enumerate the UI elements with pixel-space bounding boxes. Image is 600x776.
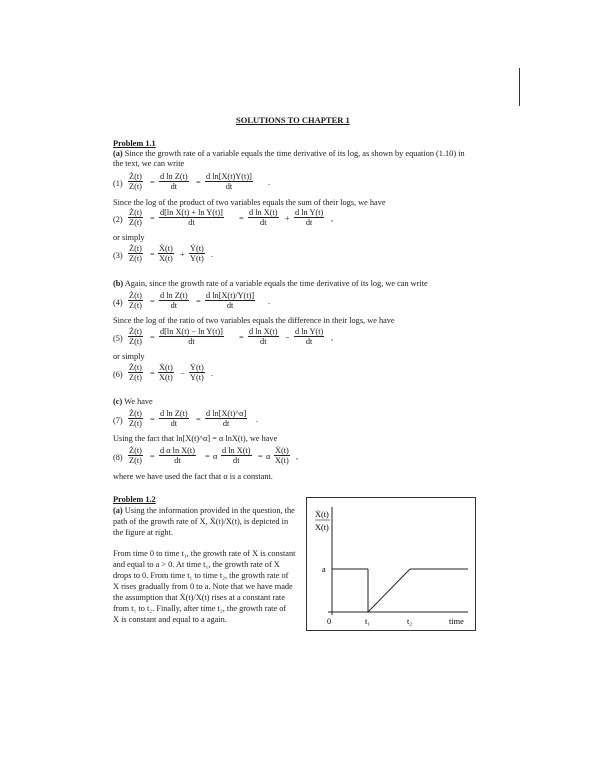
eq5-right-2: $\frac{\text{d ln Y(t)}}{dt}$ — [295, 327, 324, 346]
eq1-lhs: $\frac{Ż(t)}{Z(t)}$ — [129, 172, 142, 191]
part-c-text: We have — [124, 397, 153, 406]
eq8-final: $\frac{\text{Ẋ(t)}}{X(t)}$ — [275, 446, 289, 465]
p12-para2-line-6: from t₁ to t₂. Finally, after time t₂, the growth rate of — [113, 604, 287, 613]
eq7-number: (7) — [113, 416, 123, 425]
eq6-term-x: $\frac{\text{Ẋ(t)}}{X(t)}$ — [159, 363, 173, 382]
eq8-middle: $\frac{\text{d α ln X(t)}}{dt}$ — [160, 446, 195, 465]
eq3-term-y: $\frac{\text{Ẏ(t)}}{Y(t)}$ — [190, 244, 204, 263]
eq2-right-2: $\frac{\text{d ln Y(t)}}{dt}$ — [295, 208, 324, 227]
eq3-term-x: $\frac{\text{Ẋ(t)}}{X(t)}$ — [159, 244, 173, 263]
path-segment-rise — [368, 569, 410, 612]
eq7-middle: $\frac{\text{d ln Z(t)}}{dt}$ — [160, 409, 188, 428]
p12-para2-line-1: From time 0 to time t₁, the growth rate of X is constant — [113, 549, 296, 558]
eq1-right: $\frac{\text{d ln[X(t)Y(t)]}}{dt}$ — [206, 172, 252, 191]
eq4-middle: $\frac{\text{d ln Z(t)}}{dt}$ — [160, 291, 188, 310]
part-c-label: (c) — [113, 397, 123, 406]
figure-y-label-top: Ẋ(t) — [315, 510, 329, 519]
eq8-right: $\frac{\text{d ln X(t)}}{dt}$ — [222, 446, 251, 465]
eq3-number: (3) — [113, 251, 123, 260]
eq1-number: (1) — [113, 179, 123, 188]
eq2-lhs: $\frac{Ż(t)}{Z(t)}$ — [129, 208, 142, 227]
p12-line-1: (a) Using the information provided in the question, the — [113, 506, 295, 515]
eq5-right-1: $\frac{\text{d ln X(t)}}{dt}$ — [249, 327, 278, 346]
eq8-lhs: $\frac{Ż(t)}{Z(t)}$ — [129, 446, 142, 465]
eq6-lhs: $\frac{Ż(t)}{Z(t)}$ — [129, 363, 142, 382]
part-a-intro — [113, 149, 465, 159]
p12-line-3: the figure at right. — [113, 528, 173, 537]
since-sum-text: Since the log of the product of two variables equals the sum of their logs, we have — [113, 198, 386, 207]
page-title: SOLUTIONS TO CHAPTER 1 — [236, 115, 350, 125]
or-simply-2: or simply — [113, 352, 145, 361]
part-b-label: (b) — [113, 279, 124, 288]
eq3-lhs: $\frac{Ż(t)}{Z(t)}$ — [129, 244, 142, 263]
part-a-label: (a) — [113, 149, 123, 158]
eq1-middle: $\frac{\text{d ln Z(t)}}{dt}$ — [160, 172, 188, 191]
part-a-text-1: Since the growth rate of a variable equals the time derivative of its log, as shown by equation (1.10) in — [124, 149, 465, 158]
or-simply-1: or simply — [113, 233, 145, 242]
p12-line-2: path of the growth rate of X, Ẋ(t)/X(t), is depicted in — [113, 517, 289, 526]
figure-x-origin: 0 — [327, 617, 332, 626]
eq4-number: (4) — [113, 298, 123, 307]
eq2-number: (2) — [113, 215, 123, 224]
eq5-middle: $\frac{\text{d[ln X(t) − ln Y(t)]}}{dt}$ — [160, 327, 223, 346]
figure-y-label-bottom: X(t) — [315, 523, 329, 532]
part-b-intro — [113, 279, 428, 289]
eq2-right-1: $\frac{\text{d ln X(t)}}{dt}$ — [249, 208, 278, 227]
p12-para2-line-3: drops to 0. From time t₁ to time t₂, the growth rate of — [113, 571, 289, 580]
p12-para2-line-4: X rises gradually from 0 to a. Note that we have made — [113, 582, 293, 591]
p12-para2-line-2: and equal to a > 0. At time t₁, the growth rate of X — [113, 560, 280, 569]
eq6-term-y: $\frac{\text{Ẏ(t)}}{Y(t)}$ — [190, 363, 204, 382]
eq7-right: $\frac{\text{d ln[X(t)\textasciicircum{}α]}}{dt}$ — [206, 409, 247, 428]
problem-1-1-heading: Problem 1.1 — [113, 139, 156, 148]
using-fact-text: Using the fact that ln[X(t)^α] = α lnX(t), we have — [113, 434, 278, 443]
part-a-text-2: the text, we can write — [113, 159, 185, 168]
figure-level-label: a — [322, 565, 326, 574]
eq5-lhs: $\frac{Ż(t)}{Z(t)}$ — [129, 327, 142, 346]
eq6-number: (6) — [113, 370, 123, 379]
part-c-intro — [113, 397, 153, 407]
p12-para2-line-5: the assumption that Ẋ(t)/X(t) rises at a constant rate — [113, 593, 285, 602]
since-diff-text: Since the log of the ratio of two variables equals the difference in their logs, we have — [113, 316, 395, 325]
eq5-number: (5) — [113, 334, 123, 343]
eq8-alpha-2: α — [266, 452, 271, 461]
figure-t1-label: t₁ — [365, 617, 371, 626]
growth-rate-figure — [306, 497, 476, 631]
where-alpha-text: where we have used the fact that α is a constant. — [113, 472, 273, 481]
eq8-number: (8) — [113, 453, 123, 462]
eq2-middle: $\frac{\text{d[ln X(t) + ln Y(t)]}}{dt}$ — [160, 208, 223, 227]
eq4-lhs: $\frac{Ż(t)}{Z(t)}$ — [129, 291, 142, 310]
eq7-lhs: $\frac{Ż(t)}{Z(t)}$ — [129, 409, 142, 428]
p12-part-a-label: (a) — [113, 506, 123, 515]
p12-para2-line-7: X is constant and equal to a again. — [113, 615, 227, 624]
problem-1-2-heading: Problem 1.2 — [113, 495, 156, 504]
part-b-text: Again, since the growth rate of a variable equals the time derivative of its log, we can write — [124, 279, 428, 288]
scan-mark — [519, 68, 520, 106]
eq8-alpha-1: α — [213, 452, 218, 461]
figure-x-axis-label: time — [449, 617, 464, 626]
figure-t2-label: t₂ — [407, 617, 413, 626]
eq4-right: $\frac{\text{d ln[X(t)/Y(t)]}}{dt}$ — [206, 291, 255, 310]
